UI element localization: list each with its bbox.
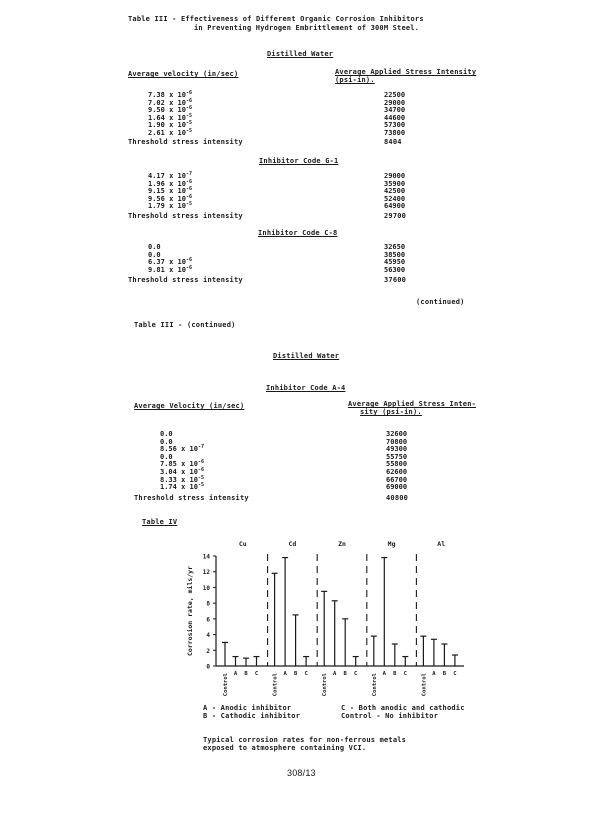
cont-velocity-column [160,431,204,492]
velocity-mantissa: 1.79 x 10 [148,202,186,211]
bar-label-a: A [382,671,386,677]
group2-threshold-value: 29700 [384,212,407,220]
y-tick-label: 14 [202,553,210,561]
y-tick-label: 0 [206,663,210,671]
y-tick-label: 6 [206,616,210,624]
velocity-exponent: -6 [197,466,204,473]
y-tick-label: 4 [206,632,210,640]
bar-label-c: C [354,671,358,677]
bar-label-control: Control [223,673,229,697]
group1-stress-3: 34700 [384,106,406,115]
velocity-exponent: -5 [185,112,192,119]
bar-label-control: Control [421,673,428,697]
velocity-mantissa: 9.81 x 10 [148,265,186,274]
cont-stress-1: 32600 [386,430,408,438]
group2-stress-4: 52400 [384,194,406,203]
velocity-exponent: -7 [185,171,192,177]
group2-stress-2: 35900 [384,179,406,188]
bar-label-a: A [432,671,436,677]
group2-stress-1: 29000 [384,172,406,180]
velocity-exponent: -6 [185,97,192,104]
bar-label-b: B [393,671,397,677]
y-axis-label: Corrosion rate, mils/yr [186,565,194,657]
group2-header: Inhibitor Code G-1 [259,157,339,165]
group-label-mg: Mg [387,540,396,548]
bar-label-control: Control [371,673,378,697]
velocity-mantissa: 0.0 [160,430,173,438]
corrosion-rate-chart [180,540,470,708]
section-distilled-water: Distilled Water [267,50,334,58]
legend-control: Control - No inhibitor [341,712,439,720]
cont-threshold-value: 40800 [386,494,409,502]
velocity-mantissa: 3.04 x 10 [160,467,198,476]
bar-label-b: B [244,671,248,677]
page-number: 308/13 [287,768,316,778]
bar-label-c: C [453,671,457,677]
table3-title-line1: Table III - Effectiveness of Different Organic Corrosion Inhibitors [128,15,424,23]
velocity-exponent: -5 [197,482,204,489]
cont-stress-3: 49300 [386,445,408,454]
y-tick-label: 12 [202,569,210,577]
velocity-exponent: -5 [197,474,204,481]
group-label-zn: Zn [338,540,346,548]
y-tick-label: 8 [206,600,210,608]
group-label-cd: Cd [288,540,297,548]
cont-distilled-water: Distilled Water [273,352,340,360]
group2-stress-3: 42500 [384,187,406,196]
bar-label-c: C [254,671,259,677]
velocity-mantissa: 1.74 x 10 [160,483,198,492]
group-label-cu: Cu [238,540,247,548]
y-tick-label: 2 [206,647,210,655]
velocity-mantissa: 8.56 x 10 [160,445,198,454]
velocity-mantissa: 7.38 x 10 [148,91,186,99]
cont-velocity-8 [160,484,204,492]
cont-threshold-label: Threshold stress intensity [134,494,249,502]
col-stress-header-line1: Average Applied Stress Intensity [335,68,477,76]
velocity-exponent: -6 [197,459,204,466]
cont-stress-5: 55800 [386,460,408,469]
velocity-mantissa: 7.02 x 10 [148,98,186,107]
velocity-mantissa: 9.56 x 10 [148,194,186,203]
velocity-mantissa: 4.17 x 10 [148,172,186,180]
group2-velocity-5 [148,203,192,211]
velocity-mantissa: 2.61 x 10 [148,128,186,137]
group2-stress-column [384,173,405,211]
legend-cathodic: B - Cathodic inhibitor [203,712,301,720]
group1-stress-2: 29000 [384,98,406,107]
bar-label-control: Control [322,673,329,697]
legend-anodic: A - Anodic inhibitor [203,704,292,712]
velocity-exponent: -5 [185,201,192,208]
velocity-mantissa: 0.0 [160,437,173,446]
velocity-mantissa: 8.33 x 10 [160,475,198,484]
velocity-exponent: -5 [185,120,192,127]
velocity-mantissa: 0.0 [160,452,173,461]
group1-threshold-value: 8404 [384,138,402,146]
group1-stress-1: 22500 [384,91,406,99]
y-tick-label: 10 [202,584,210,592]
cont-stress-2: 70800 [386,437,408,446]
velocity-exponent: -5 [185,127,192,134]
group1-stress-column [384,92,405,138]
bar-label-c: C [403,671,407,677]
velocity-exponent: -6 [185,178,192,185]
bar-label-a: A [333,671,337,677]
bar-label-b: B [343,671,347,677]
bar-label-c: C [304,671,308,677]
group3-stress-4: 56300 [384,265,406,274]
col-velocity-header: Average velocity (in/sec) [128,70,239,78]
table3-cont-title: Table III - (continued) [134,321,236,329]
table4-caption-line2: exposed to atmosphere containing VCI. [203,744,367,752]
continued-note: (continued) [416,298,465,306]
cont-stress-6: 62600 [386,467,408,476]
velocity-mantissa: 9.50 x 10 [148,106,186,115]
bar-label-a: A [283,671,287,677]
velocity-exponent: -6 [185,105,192,112]
cont-inhibitor-header: Inhibitor Code A-4 [266,384,346,392]
group3-stress-1: 32650 [384,243,406,251]
velocity-mantissa: 1.64 x 10 [148,113,186,122]
velocity-exponent: -6 [185,90,192,96]
group2-stress-5: 64900 [384,202,406,211]
velocity-mantissa: 7.85 x 10 [160,460,198,469]
group1-stress-5: 57300 [384,121,406,130]
cont-col-stress-header-line2: sity (psi-in). [360,408,422,416]
cont-stress-column [386,431,407,492]
velocity-mantissa: 0.0 [148,243,161,251]
table4-caption-line1: Typical corrosion rates for non-ferrous metals [203,736,407,744]
bar-label-b: B [442,671,447,677]
group-label-al: Al [437,540,446,548]
group3-header: Inhibitor Code C-8 [258,229,338,237]
velocity-mantissa: 6.37 x 10 [148,258,186,267]
bar-label-control: Control [272,673,279,697]
cont-col-stress-header-line1: Average Applied Stress Inten- [348,400,477,408]
group3-threshold-value: 37600 [384,276,407,284]
group3-stress-2: 38500 [384,250,406,259]
group1-velocity-6 [148,127,192,138]
velocity-mantissa: 0.0 [148,250,161,259]
group3-stress-3: 45950 [384,258,406,267]
group1-stress-4: 44600 [384,113,406,122]
velocity-mantissa: 1.90 x 10 [148,121,186,130]
legend-both: C - Both anodic and cathodic [341,704,465,712]
group1-threshold-label: Threshold stress intensity [128,138,243,146]
velocity-mantissa: 1.96 x 10 [148,179,186,188]
velocity-mantissa: 9.15 x 10 [148,187,186,196]
table3-title-line2: in Preventing Hydrogen Embrittlement of 300M Steel. [194,24,420,32]
cont-col-velocity-header: Average Velocity (in/sec) [134,402,245,410]
group3-velocity-4 [148,264,192,275]
group3-velocity-column [148,244,192,274]
velocity-exponent: -6 [185,193,192,200]
velocity-exponent: -6 [185,257,192,264]
velocity-exponent: -7 [197,444,204,451]
group1-velocity-column [148,92,192,138]
group3-stress-column [384,244,405,274]
velocity-exponent: -6 [185,186,192,193]
bar-label-a: A [233,671,238,677]
group2-velocity-column [148,173,192,211]
cont-stress-7: 66700 [386,475,408,484]
velocity-exponent: -6 [185,264,192,271]
table4-title: Table IV [142,518,178,526]
cont-stress-8: 69000 [386,483,408,492]
col-stress-header-line2: (psi-in). [335,76,375,84]
group1-stress-6: 73800 [384,128,406,137]
group2-threshold-label: Threshold stress intensity [128,212,243,220]
cont-stress-4: 55750 [386,452,408,461]
group3-threshold-label: Threshold stress intensity [128,276,243,284]
bar-label-b: B [293,671,298,677]
